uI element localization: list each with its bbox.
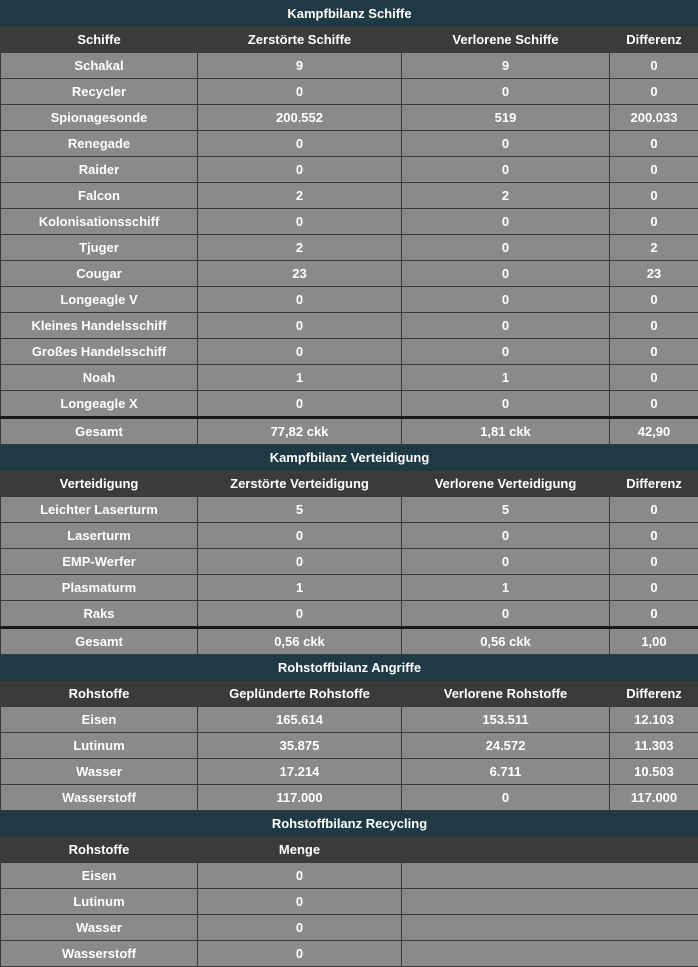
section-title: Rohstoffbilanz Angriffe [1, 655, 698, 681]
row-label: Cougar [1, 261, 198, 287]
row-value: 0 [610, 549, 698, 575]
row-value: 0 [198, 523, 402, 549]
row-value: 2 [198, 183, 402, 209]
table-row [1, 235, 698, 261]
row-value: 0 [610, 131, 698, 157]
row-value: 0 [610, 601, 698, 628]
empty-cell [402, 941, 698, 967]
row-value: 12.103 [610, 707, 698, 733]
row-value: 1 [402, 365, 610, 391]
balance-table-body [1, 1, 698, 967]
column-header: Verlorene Rohstoffe [402, 681, 610, 707]
row-value: 0 [198, 157, 402, 183]
row-label: Noah [1, 365, 198, 391]
table-row [1, 339, 698, 365]
defense-section-title-row [1, 445, 698, 471]
row-value: 0 [198, 287, 402, 313]
column-header: Zerstörte Schiffe [198, 27, 402, 53]
total-row [1, 418, 698, 445]
row-value: 23 [198, 261, 402, 287]
row-value: 0 [610, 313, 698, 339]
total-label: Gesamt [1, 418, 198, 445]
total-value: 42,90 [610, 418, 698, 445]
empty-cell [402, 889, 698, 915]
total-value: 77,82 ckk [198, 418, 402, 445]
row-label: Wasser [1, 915, 198, 941]
section-title: Rohstoffbilanz Recycling [1, 811, 698, 837]
total-row [1, 628, 698, 655]
row-value: 0 [610, 523, 698, 549]
column-header: Differenz [610, 681, 698, 707]
empty-header-cell [402, 837, 698, 863]
table-row [1, 733, 698, 759]
row-value: 10.503 [610, 759, 698, 785]
row-value: 0 [198, 391, 402, 418]
row-label: Eisen [1, 707, 198, 733]
row-value: 2 [402, 183, 610, 209]
column-header: Verlorene Verteidigung [402, 471, 610, 497]
row-value: 0 [402, 287, 610, 313]
row-value: 0 [610, 365, 698, 391]
table-row [1, 707, 698, 733]
row-value: 17.214 [198, 759, 402, 785]
total-value: 0,56 ckk [198, 628, 402, 655]
row-value: 0 [198, 209, 402, 235]
row-label: Schakal [1, 53, 198, 79]
row-value: 6.711 [402, 759, 610, 785]
total-label: Gesamt [1, 628, 198, 655]
row-value: 0 [610, 79, 698, 105]
table-row [1, 915, 698, 941]
row-label: Longeagle X [1, 391, 198, 418]
row-label: Recycler [1, 79, 198, 105]
row-value: 0 [402, 391, 610, 418]
row-value: 0 [610, 575, 698, 601]
row-value: 0 [402, 157, 610, 183]
row-value: 117.000 [198, 785, 402, 811]
row-label: EMP-Werfer [1, 549, 198, 575]
row-value: 0 [402, 235, 610, 261]
column-header: Menge [198, 837, 402, 863]
row-label: Plasmaturm [1, 575, 198, 601]
row-value: 11.303 [610, 733, 698, 759]
total-value: 0,56 ckk [402, 628, 610, 655]
column-header: Differenz [610, 27, 698, 53]
column-header: Rohstoffe [1, 837, 198, 863]
table-row [1, 157, 698, 183]
section-title: Kampfbilanz Verteidigung [1, 445, 698, 471]
row-value: 0 [402, 79, 610, 105]
table-row [1, 79, 698, 105]
row-value: 200.033 [610, 105, 698, 131]
row-value: 0 [402, 549, 610, 575]
table-row [1, 105, 698, 131]
table-row [1, 863, 698, 889]
row-label: Wasserstoff [1, 941, 198, 967]
row-value: 1 [198, 575, 402, 601]
row-value: 23 [610, 261, 698, 287]
row-value: 0 [198, 79, 402, 105]
row-value: 0 [198, 339, 402, 365]
recycling-header-row [1, 837, 698, 863]
table-row [1, 365, 698, 391]
row-value: 0 [610, 339, 698, 365]
row-value: 0 [610, 209, 698, 235]
row-value: 0 [610, 183, 698, 209]
recycling-section-title-row [1, 811, 698, 837]
row-value: 165.614 [198, 707, 402, 733]
row-value: 0 [198, 915, 402, 941]
table-row [1, 209, 698, 235]
row-value: 24.572 [402, 733, 610, 759]
row-value: 0 [610, 53, 698, 79]
row-value: 2 [610, 235, 698, 261]
row-label: Wasserstoff [1, 785, 198, 811]
row-value: 1 [198, 365, 402, 391]
row-value: 0 [198, 601, 402, 628]
row-value: 0 [198, 313, 402, 339]
row-label: Laserturm [1, 523, 198, 549]
column-header: Schiffe [1, 27, 198, 53]
row-value: 0 [402, 523, 610, 549]
row-value: 117.000 [610, 785, 698, 811]
table-row [1, 391, 698, 418]
table-row [1, 575, 698, 601]
row-value: 0 [402, 339, 610, 365]
row-value: 1 [402, 575, 610, 601]
table-row [1, 497, 698, 523]
row-value: 0 [610, 497, 698, 523]
row-value: 0 [402, 131, 610, 157]
table-row [1, 759, 698, 785]
row-value: 0 [198, 863, 402, 889]
row-label: Kolonisationsschiff [1, 209, 198, 235]
column-header: Rohstoffe [1, 681, 198, 707]
defense-header-row [1, 471, 698, 497]
row-value: 0 [610, 391, 698, 418]
row-label: Spionagesonde [1, 105, 198, 131]
row-label: Leichter Laserturm [1, 497, 198, 523]
column-header: Geplünderte Rohstoffe [198, 681, 402, 707]
row-label: Großes Handelsschiff [1, 339, 198, 365]
row-label: Renegade [1, 131, 198, 157]
row-value: 0 [198, 941, 402, 967]
table-row [1, 183, 698, 209]
table-row [1, 131, 698, 157]
section-title: Kampfbilanz Schiffe [1, 1, 698, 27]
column-header: Verteidigung [1, 471, 198, 497]
row-label: Longeagle V [1, 287, 198, 313]
table-row [1, 889, 698, 915]
table-row [1, 313, 698, 339]
row-label: Falcon [1, 183, 198, 209]
column-header: Zerstörte Verteidigung [198, 471, 402, 497]
row-value: 9 [402, 53, 610, 79]
table-row [1, 601, 698, 628]
row-value: 0 [610, 157, 698, 183]
row-label: Tjuger [1, 235, 198, 261]
table-row [1, 261, 698, 287]
row-value: 0 [402, 209, 610, 235]
table-row [1, 941, 698, 967]
row-value: 0 [402, 261, 610, 287]
row-value: 5 [198, 497, 402, 523]
row-value: 0 [198, 131, 402, 157]
row-label: Raider [1, 157, 198, 183]
table-row [1, 53, 698, 79]
column-header: Verlorene Schiffe [402, 27, 610, 53]
resources-section-title-row [1, 655, 698, 681]
row-value: 0 [198, 549, 402, 575]
row-label: Raks [1, 601, 198, 628]
table-row [1, 523, 698, 549]
row-value: 2 [198, 235, 402, 261]
empty-cell [402, 863, 698, 889]
ships-section-title-row [1, 1, 698, 27]
row-value: 0 [402, 601, 610, 628]
empty-cell [402, 915, 698, 941]
row-value: 0 [402, 313, 610, 339]
row-value: 35.875 [198, 733, 402, 759]
row-value: 153.511 [402, 707, 610, 733]
ships-header-row [1, 27, 698, 53]
row-value: 0 [610, 287, 698, 313]
row-label: Eisen [1, 863, 198, 889]
total-value: 1,00 [610, 628, 698, 655]
row-value: 5 [402, 497, 610, 523]
row-value: 200.552 [198, 105, 402, 131]
total-value: 1,81 ckk [402, 418, 610, 445]
row-label: Wasser [1, 759, 198, 785]
row-value: 9 [198, 53, 402, 79]
row-label: Lutinum [1, 889, 198, 915]
row-value: 519 [402, 105, 610, 131]
row-label: Kleines Handelsschiff [1, 313, 198, 339]
row-label: Lutinum [1, 733, 198, 759]
table-row [1, 287, 698, 313]
row-value: 0 [198, 889, 402, 915]
table-row [1, 549, 698, 575]
column-header: Differenz [610, 471, 698, 497]
table-row [1, 785, 698, 811]
row-value: 0 [402, 785, 610, 811]
resources-header-row [1, 681, 698, 707]
